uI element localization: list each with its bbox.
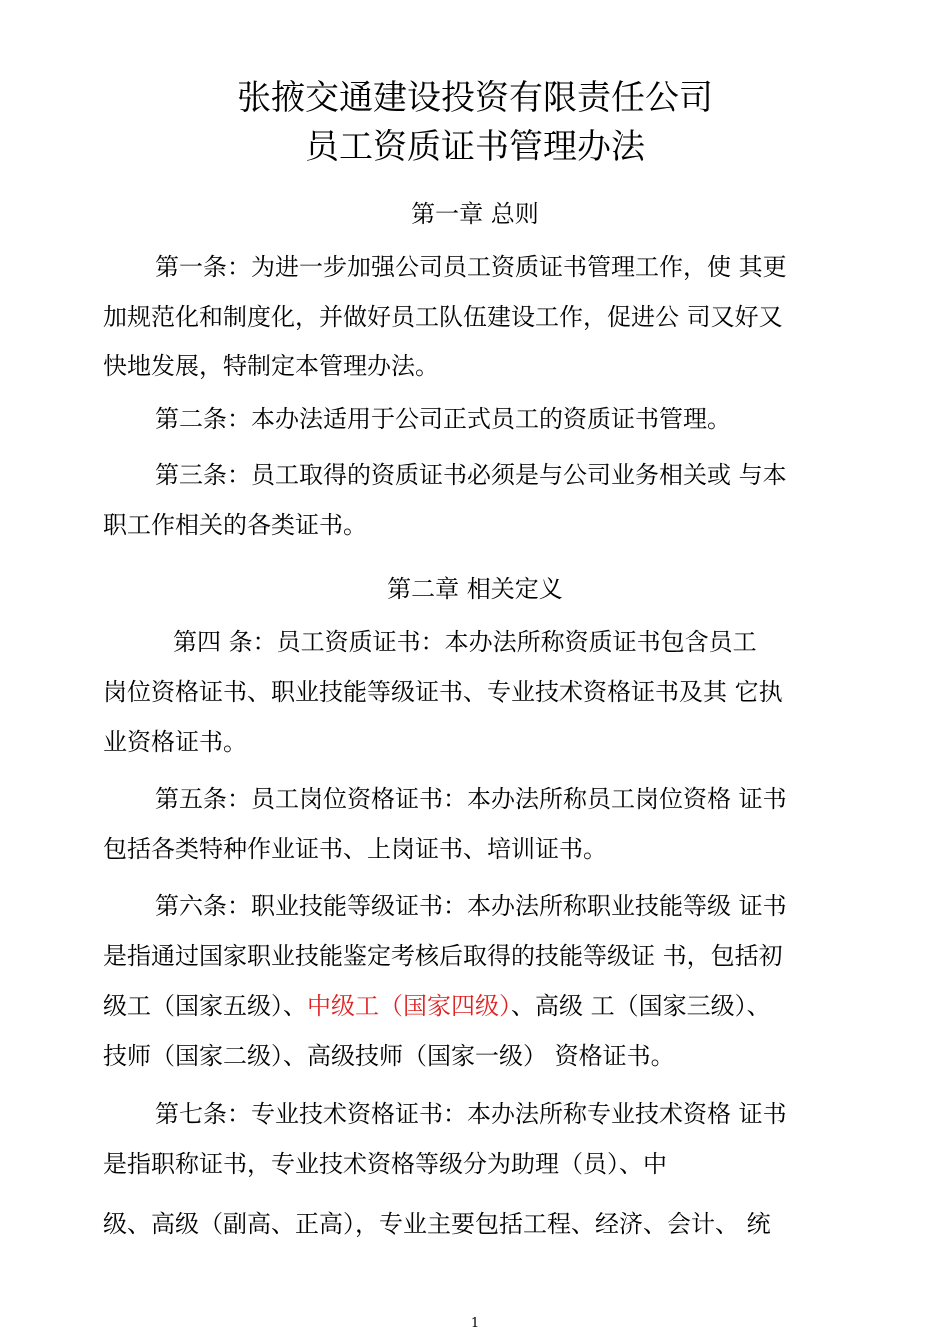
article6-line1: 第六条：职业技能等级证书：本办法所称职业技能等级 证书 (155, 892, 787, 920)
article5-line1: 第五条：员工岗位资格证书：本办法所称员工岗位资格 证书 (155, 785, 787, 813)
page-number: 1 (470, 1316, 480, 1331)
article7-line1: 第七条：专业技术资格证书：本办法所称专业技术资格 证书 (155, 1100, 787, 1128)
article4-line2: 岗位资格证书、职业技能等级证书、专业技术资格证书及其 它执 (103, 678, 783, 706)
article6-line3 (103, 991, 771, 1021)
chapter-heading-1: 第一章 总则 (411, 200, 539, 228)
article4-line3: 业资格证书。 (103, 728, 247, 756)
article6-line3-part2: 、高级 工（国家三级）、 (511, 992, 771, 1020)
chapter-heading-2: 第二章 相关定义 (387, 575, 563, 603)
article2-line1: 第二条：本办法适用于公司正式员工的资质证书管理。 (155, 405, 731, 433)
article3-line2: 职工作相关的各类证书。 (103, 511, 367, 539)
document-title-line1: 张掖交通建设投资有限责任公司 (237, 78, 713, 118)
article1-line3: 快地发展，特制定本管理办法。 (103, 352, 439, 380)
article7-line2: 是指职称证书，专业技术资格等级分为助理（员）、中 (103, 1150, 667, 1178)
article6-line3-part1: 级工（国家五级）、 (103, 992, 307, 1020)
article6-line2: 是指通过国家职业技能鉴定考核后取得的技能等级证 书，包括初 (103, 942, 783, 970)
article3-line1: 第三条：员工取得的资质证书必须是与公司业务相关或 与本 (155, 461, 787, 489)
article6-line4: 技师（国家二级）、高级技师（国家一级） 资格证书。 (103, 1042, 675, 1070)
article7-line3: 级、高级（副高、正高），专业主要包括工程、经济、会计、 统 (103, 1210, 771, 1238)
document-title-line2: 员工资质证书管理办法 (305, 127, 645, 167)
article4-line1: 第四 条：员工资质证书：本办法所称资质证书包含员工 (173, 628, 757, 656)
highlighted-text: 中级工（国家四级） (307, 992, 511, 1020)
article1-line1: 第一条：为进一步加强公司员工资质证书管理工作，使 其更 (155, 253, 787, 281)
article5-line2: 包括各类特种作业证书、上岗证书、培训证书。 (103, 835, 607, 863)
article1-line2: 加规范化和制度化，并做好员工队伍建设工作，促进公 司又好又 (103, 303, 783, 331)
